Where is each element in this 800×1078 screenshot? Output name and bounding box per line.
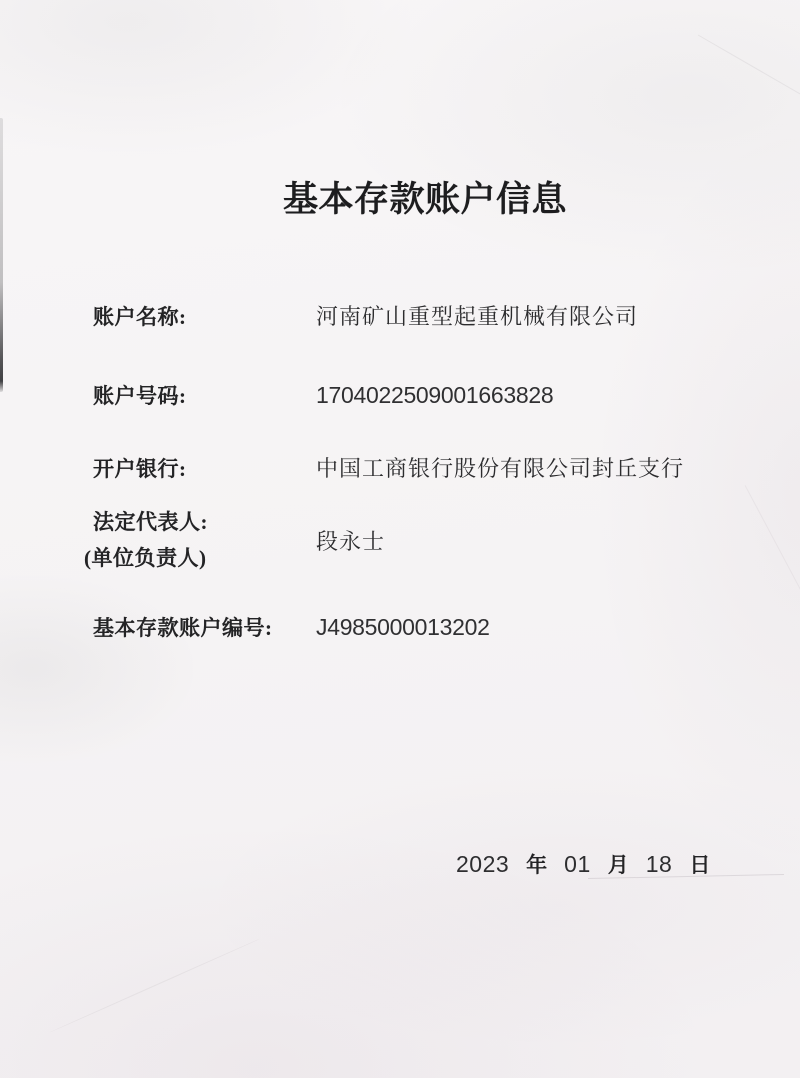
date-month: 01 [564,851,591,877]
paper-crease [50,938,261,1032]
field-label: 账户号码: [93,384,187,408]
field-label: 账户名称: [93,305,187,329]
date-day: 18 [645,851,673,877]
field-row-account-number [93,380,780,410]
date-day-unit: 日 [689,853,711,877]
field-row-basic-account-id [93,612,780,642]
field-value: 1704022509001663828 [316,382,554,408]
field-value: 段永士 [316,528,386,554]
field-label: 基本存款账户编号: [93,616,273,640]
field-row-legal-representative [84,504,780,576]
field-sublabel: (单位负责人) [84,546,207,570]
field-value: 中国工商银行股份有限公司封丘支行 [316,456,685,481]
date-month-unit: 月 [607,853,629,877]
field-value: 河南矿山重型起重机械有限公司 [316,304,639,329]
field-row-bank [93,452,780,483]
paper-crease [698,35,800,111]
field-label-stack [84,504,316,576]
document-title: 基本存款账户信息 [282,180,567,219]
field-row-account-name [93,300,780,331]
field-label: 开户银行: [93,457,187,481]
document-date [456,849,710,879]
scan-edge-artifact [0,118,3,392]
field-value: J4985000013202 [316,614,490,640]
field-label: 法定代表人: [93,510,208,534]
date-year-unit: 年 [526,853,548,877]
date-year: 2023 [456,851,510,877]
